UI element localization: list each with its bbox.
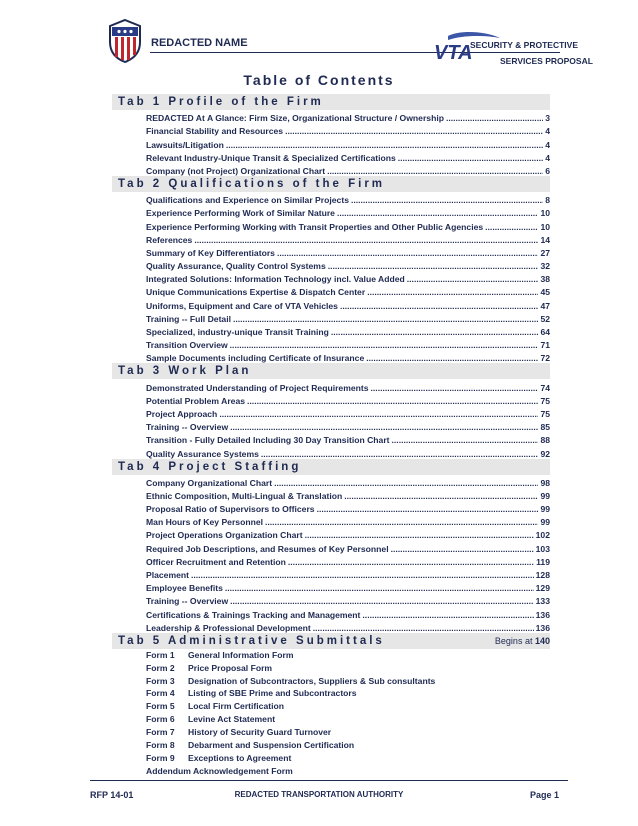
toc-leader-dots [313, 623, 534, 633]
toc-entry[interactable] [112, 163, 550, 176]
form-entry[interactable] [112, 726, 550, 739]
toc-page-number: 4 [545, 152, 550, 163]
toc-leader-dots [391, 544, 534, 554]
toc-entry[interactable] [112, 123, 550, 136]
toc-entry-label: Potential Problem Areas [146, 395, 246, 406]
toc-page-number: 32 [540, 261, 550, 272]
toc-entry-label: Company Organizational Chart [146, 477, 273, 488]
toc-page-number: 4 [545, 126, 550, 137]
toc-leader-dots [344, 491, 538, 501]
shield-logo-icon [108, 18, 142, 64]
toc-leader-dots [366, 353, 538, 363]
toc-leader-dots [331, 327, 539, 337]
toc-page-number: 64 [540, 327, 550, 337]
toc-entry[interactable] [112, 297, 550, 310]
toc-leader-dots [230, 596, 534, 606]
toc-entry[interactable] [112, 205, 550, 218]
toc-entry-label: Training -- Full Detail [146, 313, 231, 324]
toc-page-number: 103 [535, 543, 550, 554]
toc-page-number: 98 [540, 477, 550, 488]
toc-entry[interactable] [112, 393, 550, 406]
toc-leader-dots [398, 153, 543, 163]
toc-entry-label: Demonstrated Understanding of Project Requirements [146, 382, 369, 393]
toc-entry[interactable] [112, 606, 550, 619]
toc-entry[interactable] [112, 284, 550, 297]
toc-page-number: 99 [540, 490, 550, 501]
company-name: REDACTED NAME [151, 37, 248, 49]
form-title: Listing of SBE Prime and Subcontractors [188, 688, 357, 699]
toc-page-number: 47 [540, 300, 550, 311]
toc-leader-dots [340, 301, 538, 311]
page-header [0, 0, 638, 80]
form-entry[interactable] [112, 687, 550, 700]
toc-entry[interactable] [112, 527, 550, 540]
toc-entry-label: Qualifications and Experience on Similar Projects [146, 195, 349, 206]
form-entry[interactable] [112, 662, 550, 675]
toc-entry-label: REDACTED At A Glance: Firm Size, Organizational Structure / Ownership [146, 113, 444, 124]
toc-entry-label: Unique Communications Expertise & Dispatch Center [146, 287, 366, 298]
toc-page-number: 72 [540, 353, 550, 364]
toc-entry-label: Specialized, industry-unique Transit Training [146, 327, 329, 337]
toc-leader-dots [191, 570, 534, 580]
toc-leader-dots [274, 478, 538, 488]
toc-page-number: 88 [540, 435, 550, 446]
toc-entry-label: Quality Assurance, Quality Control Systems [146, 261, 326, 272]
toc-entry[interactable] [112, 311, 550, 324]
toc-entry[interactable] [112, 232, 550, 245]
toc-page-number: 74 [540, 382, 550, 393]
form-number: Form 8 [146, 739, 175, 750]
toc-entry[interactable] [112, 379, 550, 392]
toc-page-number: 99 [540, 504, 550, 515]
footer-rfp-number: RFP 14-01 [90, 790, 134, 800]
toc-leader-dots [261, 449, 539, 459]
toc-leader-dots [288, 557, 534, 567]
toc-entry-label: Integrated Solutions: Information Technology incl. Value Added [146, 274, 405, 285]
toc-entry-label: Relevant Industry-Unique Transit & Specialized Certifications [146, 152, 396, 163]
toc-entry-label: Ethnic Composition, Multi-Lingual & Translation [146, 490, 343, 501]
toc-page-number: 14 [540, 234, 550, 245]
form-entry[interactable] [112, 739, 550, 752]
proposal-title-line1: SECURITY & PROTECTIVE [470, 40, 578, 50]
toc-page-number: 75 [540, 408, 550, 419]
toc-leader-dots [367, 287, 538, 297]
form-entry[interactable] [112, 675, 550, 688]
toc-entry[interactable] [112, 514, 550, 527]
toc-page-number: 92 [540, 448, 550, 459]
toc-entry-label: Training -- Overview [146, 422, 229, 433]
form-entry[interactable] [112, 713, 550, 726]
toc-entry[interactable] [112, 540, 550, 553]
toc-entry[interactable] [112, 350, 550, 363]
toc-entry[interactable] [112, 192, 550, 205]
toc-leader-dots [230, 422, 538, 432]
toc-page-number: 4 [545, 139, 550, 150]
toc-leader-dots [265, 517, 538, 527]
toc-page-number: 133 [535, 596, 550, 607]
toc-entry-label: Project Operations Organization Chart [146, 530, 303, 541]
toc-entry[interactable] [112, 406, 550, 419]
toc-entry[interactable] [112, 445, 550, 458]
toc-entry[interactable] [112, 271, 550, 284]
toc-leader-dots [285, 126, 543, 136]
toc-entry[interactable] [112, 150, 550, 163]
toc-entry-label: Company (not Project) Organizational Chart [146, 165, 326, 176]
toc-page-number: 102 [535, 530, 550, 541]
form-number: Form 4 [146, 688, 175, 699]
toc-page-number: 38 [540, 274, 550, 285]
toc-page-number: 8 [545, 195, 550, 206]
form-title: Debarment and Suspension Certification [188, 739, 355, 750]
tab-heading-label: Tab 5 Administrative Submittals [118, 634, 385, 647]
toc-leader-dots [485, 222, 538, 232]
toc-leader-dots [225, 583, 534, 593]
toc-entry-label: Financial Stability and Resources [146, 126, 284, 137]
form-entry[interactable] [112, 700, 550, 713]
form-title: Price Proposal Form [188, 662, 273, 673]
form-title: History of Security Guard Turnover [188, 727, 332, 738]
toc-entry-label: Placement [146, 570, 189, 580]
toc-leader-dots [233, 314, 538, 324]
toc-page-number: 136 [535, 609, 550, 620]
toc-entry[interactable] [112, 337, 550, 350]
toc-entry-label: Training -- Overview [146, 596, 229, 607]
toc-entry-label: Experience Performing Work of Similar Nature [146, 208, 335, 219]
toc-leader-dots [317, 504, 539, 514]
footer-rule [90, 780, 568, 781]
toc-entry-label: Employee Benefits [146, 583, 223, 594]
toc-leader-dots [327, 166, 543, 176]
toc-leader-dots [407, 274, 539, 284]
toc-entry[interactable] [112, 258, 550, 271]
form-number: Form 7 [146, 727, 175, 738]
form-title: Exceptions to Agreement [188, 752, 292, 763]
toc-entry-label: Uniforms, Equipment and Care of VTA Vehicles [146, 300, 338, 311]
vta-logo-text: VTA [434, 42, 473, 62]
begins-at-label: Begins at [494, 635, 533, 646]
toc-entry[interactable] [112, 245, 550, 258]
toc-entry-label: References [146, 234, 193, 245]
toc-leader-dots [277, 248, 538, 258]
toc-page-number: 129 [535, 583, 550, 594]
begins-at-page: 140 [534, 635, 550, 646]
toc-entry-label: Transition - Fully Detailed Including 30 Day Transition Chart [146, 435, 390, 446]
tab-heading: Tab 2 Qualifications of the Firm [112, 176, 550, 192]
toc-page-number: 99 [540, 517, 550, 528]
toc-leader-dots [446, 113, 543, 123]
tab-heading: Tab 1 Profile of the Firm [112, 94, 550, 110]
toc-leader-dots [337, 208, 538, 218]
toc-entry-label: Transition Overview [146, 340, 228, 351]
toc-entry-label: Leadership & Professional Development [146, 622, 311, 633]
toc-leader-dots [392, 435, 539, 445]
toc-leader-dots [351, 195, 543, 205]
toc-page-number: 3 [545, 113, 550, 124]
toc-page-number: 10 [540, 208, 550, 219]
toc-leader-dots [371, 383, 539, 393]
toc-entry-label: Officer Recruitment and Retention [146, 556, 286, 567]
tab-heading [112, 633, 550, 649]
toc-entry[interactable] [112, 580, 550, 593]
form-number: Form 5 [146, 701, 175, 712]
form-title: Designation of Subcontractors, Suppliers & Sub consultants [188, 675, 436, 686]
toc-entry[interactable] [112, 475, 550, 488]
toc-entry-label: Proposal Ratio of Supervisors to Officers [146, 504, 315, 515]
toc-entry[interactable] [112, 324, 550, 337]
form-number: Form 2 [146, 662, 175, 673]
toc-entry[interactable] [112, 110, 550, 123]
toc-leader-dots [305, 530, 534, 540]
toc-page-number: 52 [540, 313, 550, 324]
toc-leader-dots [362, 610, 533, 620]
begins-at [495, 633, 550, 649]
toc-entry-label: Experience Performing Working with Transit Properties and Other Public Agencies [146, 221, 484, 232]
toc-leader-dots [194, 235, 538, 245]
form-title: Local Firm Certification [188, 701, 284, 712]
toc-page-number: 119 [536, 556, 550, 567]
form-number: Form 6 [146, 714, 175, 725]
toc-entry[interactable] [112, 136, 550, 149]
toc-entry[interactable] [112, 501, 550, 514]
toc-entry-label: Summary of Key Differentiators [146, 247, 275, 258]
form-number: Form 1 [146, 649, 175, 660]
toc-page-number: 75 [540, 395, 550, 406]
toc-entry-label: Quality Assurance Systems [146, 448, 259, 459]
form-title: Levine Act Statement [188, 714, 276, 725]
footer-page-number: Page 1 [530, 790, 560, 800]
toc-leader-dots [219, 409, 538, 419]
toc-page-number: 128 [535, 570, 550, 580]
form-entry[interactable] [112, 752, 550, 765]
toc-entry[interactable] [112, 419, 550, 432]
toc-entry[interactable] [112, 554, 550, 567]
toc-entry[interactable] [112, 620, 550, 633]
toc-page-number: 71 [540, 340, 550, 351]
tab-heading: Tab 3 Work Plan [112, 363, 550, 379]
toc-leader-dots [328, 261, 539, 271]
toc-entry-label: Sample Documents including Certificate of Insurance [146, 353, 365, 364]
form-number: Form 3 [146, 675, 175, 686]
page-title: Table of Contents [243, 72, 395, 88]
toc-entry-label: Lawsuits/Litigation [146, 139, 224, 150]
footer-authority: REDACTED TRANSPORTATION AUTHORITY [234, 790, 404, 799]
toc-page-number: 10 [540, 221, 550, 232]
toc-page-number: 27 [540, 247, 550, 258]
addendum-entry[interactable]: Addendum Acknowledgement Form [146, 765, 293, 776]
proposal-title-line2: SERVICES PROPOSAL [500, 56, 593, 66]
form-number: Form 9 [146, 752, 175, 763]
toc-page-number: 45 [540, 287, 550, 298]
toc-page-number: 136 [535, 622, 550, 633]
toc-page-number: 6 [545, 165, 550, 176]
toc-page-number: 85 [540, 422, 550, 433]
table-of-contents [112, 94, 550, 778]
toc-leader-dots [247, 396, 538, 406]
form-title: General Information Form [188, 649, 294, 660]
toc-entry-label: Certifications & Trainings Tracking and Management [146, 609, 361, 620]
toc-entry[interactable] [112, 218, 550, 231]
toc-leader-dots [230, 340, 539, 350]
tab-heading: Tab 4 Project Staffing [112, 459, 550, 475]
toc-entry[interactable] [112, 593, 550, 606]
toc-leader-dots [226, 140, 543, 150]
form-entry[interactable] [112, 649, 550, 662]
toc-entry-label: Project Approach [146, 408, 218, 419]
toc-entry-label: Man Hours of Key Personnel [146, 517, 263, 528]
toc-entry[interactable] [112, 567, 550, 580]
toc-entry-label: Required Job Descriptions, and Resumes of Key Personnel [146, 543, 389, 554]
toc-entry[interactable] [112, 488, 550, 501]
toc-entry[interactable] [112, 432, 550, 445]
